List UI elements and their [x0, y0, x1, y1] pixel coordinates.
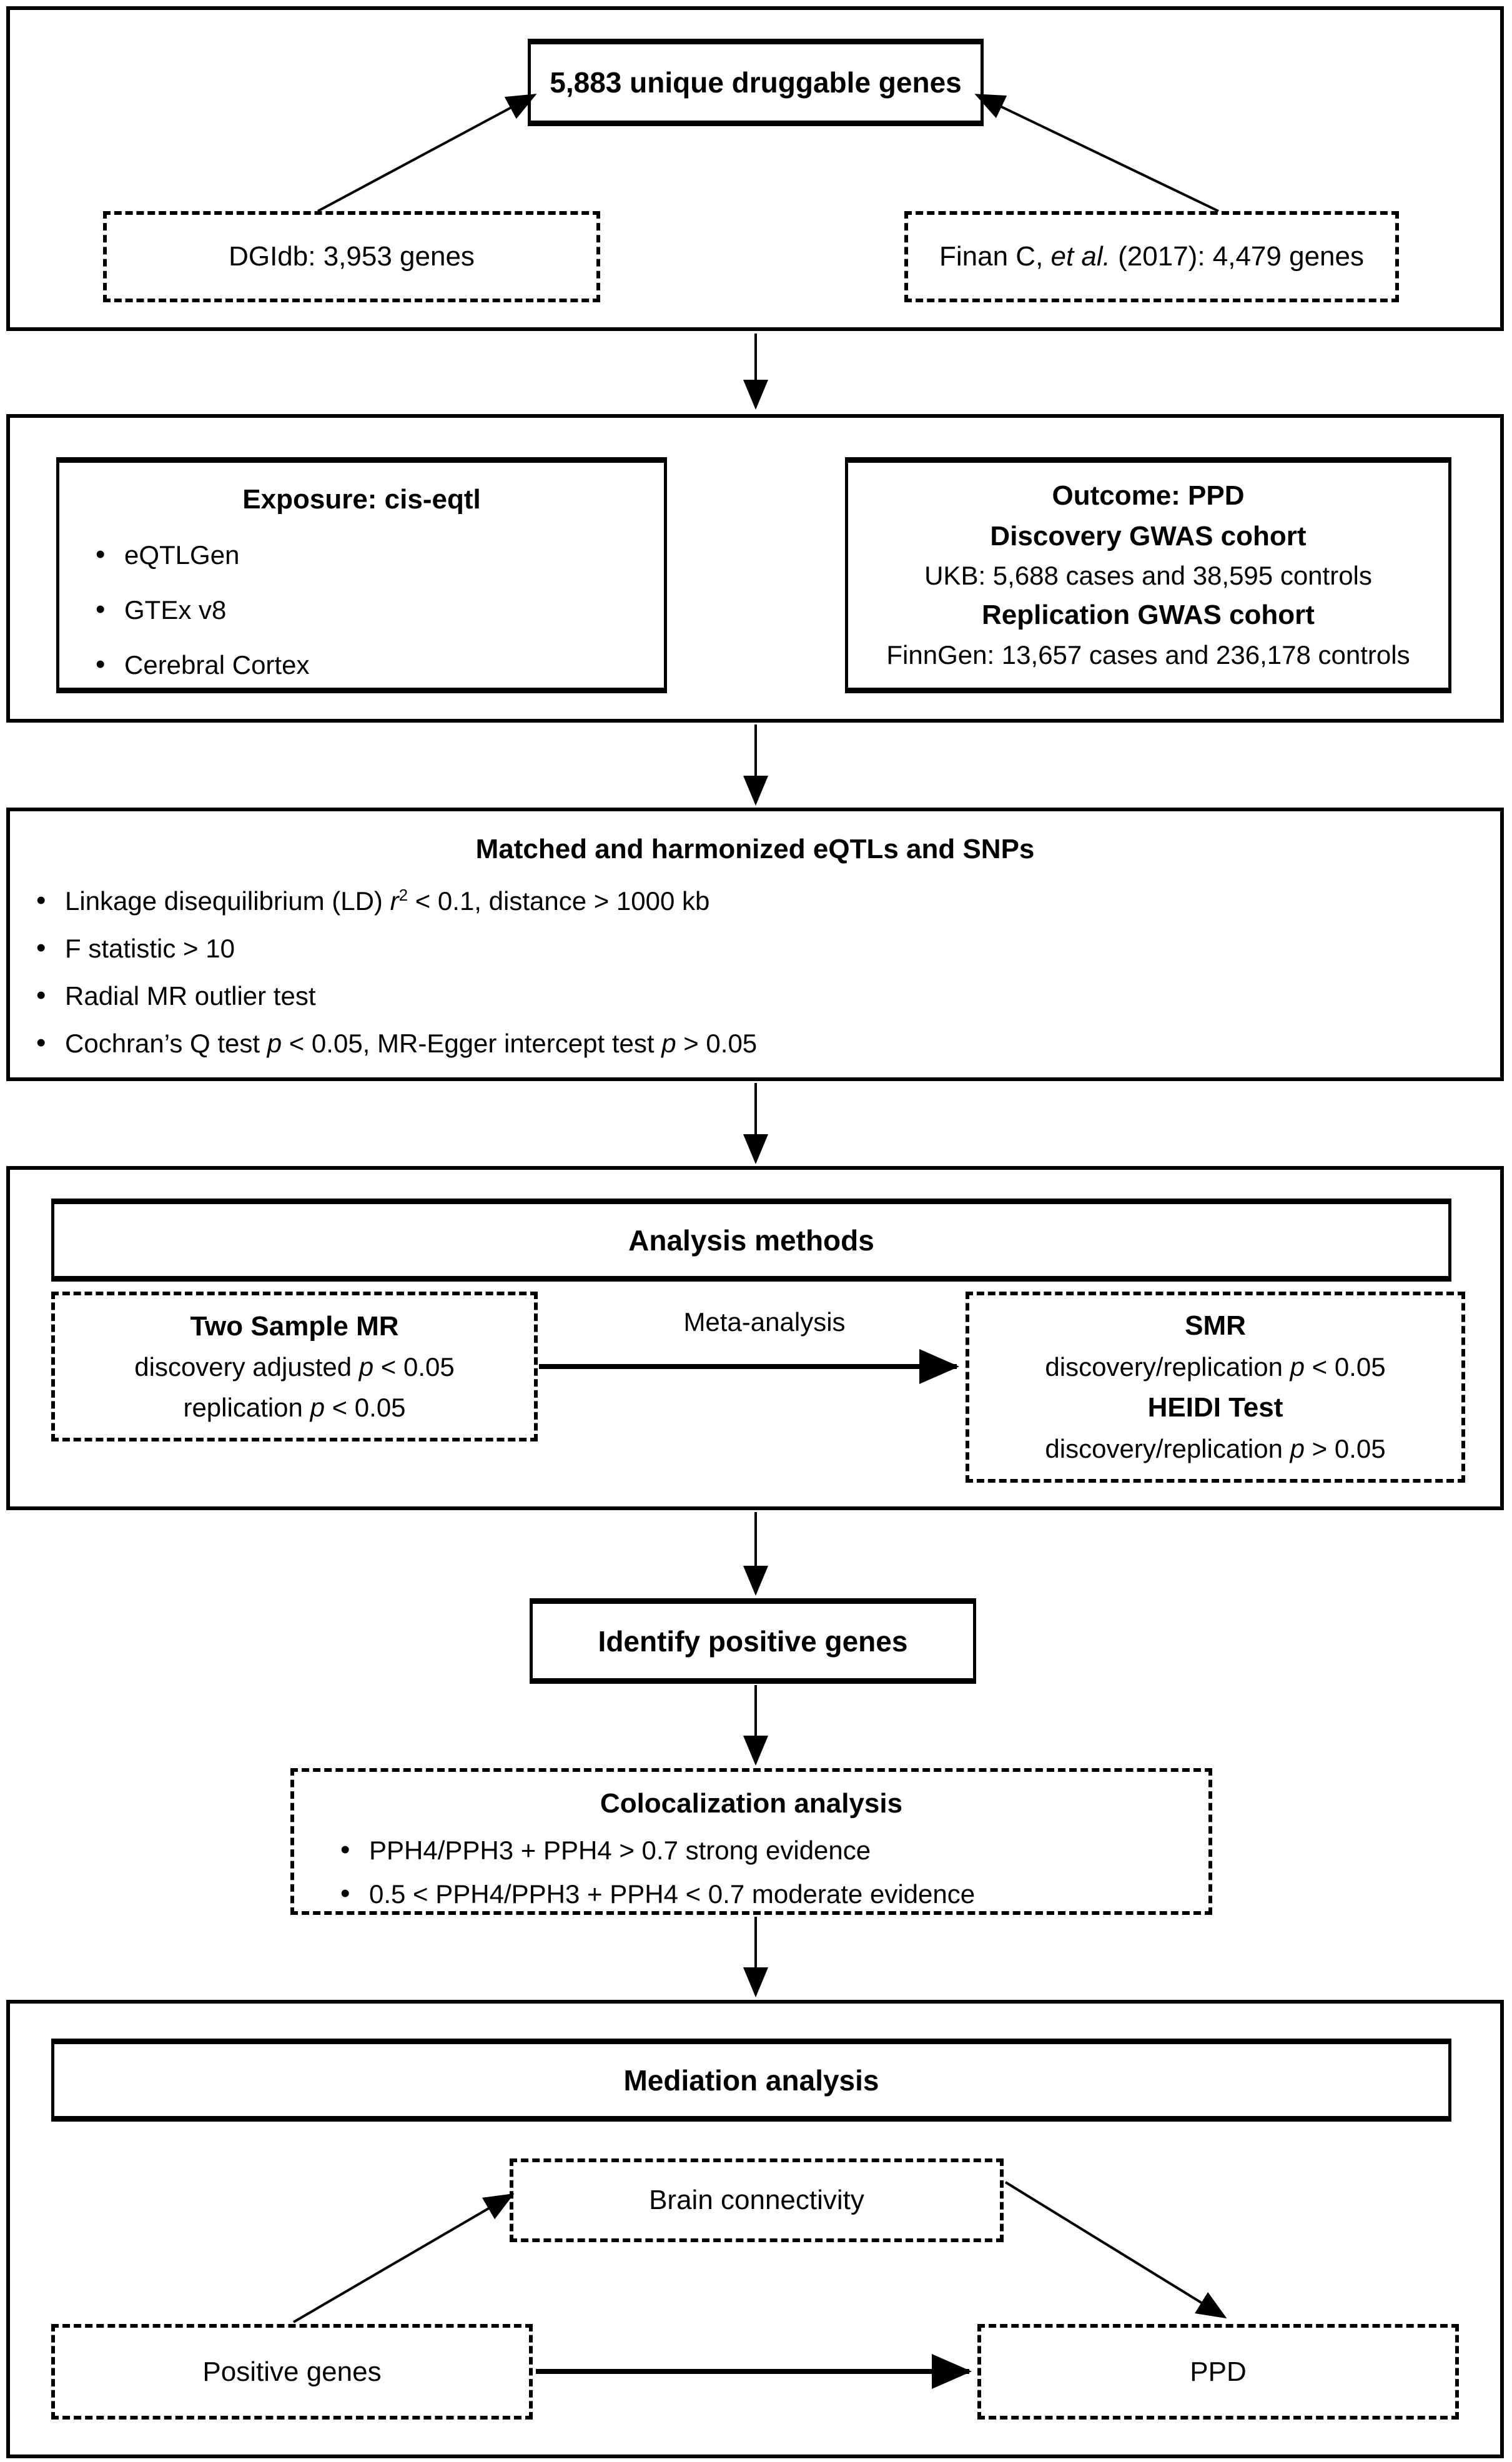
exposure-list: [92, 541, 664, 679]
analysis-methods-title-box: [51, 1199, 1451, 1282]
replication-cohort-heading: Replication GWAS cohort: [982, 600, 1315, 631]
exposure-outcome-section: [6, 414, 1504, 723]
smr-title: SMR: [1185, 1310, 1246, 1342]
exposure-item: • GTEx v8: [92, 596, 664, 624]
two-sample-mr-line1: [134, 1352, 455, 1382]
positive-genes-label: Positive genes: [202, 2356, 382, 2387]
ld-pre: Linkage disequilibrium (LD): [65, 886, 390, 916]
cochran-mid: < 0.05, MR-Egger intercept test: [282, 1029, 662, 1059]
smr-line2: [1045, 1434, 1385, 1464]
tsmr-l1-post: < 0.05: [373, 1352, 455, 1382]
heidi-test-title: HEIDI Test: [1147, 1392, 1283, 1423]
dgidb-box: [103, 211, 600, 302]
smr-l1-p: p: [1290, 1352, 1305, 1382]
brain-connectivity-box: [510, 2158, 1004, 2242]
colocalization-bullet-moderate: • 0.5 < PPH4/PPH3 + PPH4 < 0.7 moderate evidence: [337, 1881, 1190, 1908]
colocalization-list: [337, 1837, 1190, 1908]
two-sample-mr-title: Two Sample MR: [190, 1310, 399, 1342]
tsmr-l2-pre: replication: [183, 1392, 310, 1422]
replication-cohort-detail: FinnGen: 13,657 cases and 236,178 controls: [886, 640, 1410, 670]
analysis-methods-label: Analysis methods: [628, 1224, 874, 1257]
brain-connectivity-label: Brain connectivity: [649, 2185, 864, 2215]
outcome-box: [845, 457, 1451, 693]
smr-l1-post: < 0.05: [1304, 1352, 1386, 1382]
tsmr-l2-post: < 0.05: [324, 1392, 406, 1422]
ld-sup: 2: [398, 886, 408, 904]
harmonized-bullet-cochran: [32, 1030, 1478, 1057]
smr-line1: [1045, 1352, 1385, 1382]
exposure-item: • Cerebral Cortex: [92, 651, 664, 679]
mediation-section: [6, 2000, 1504, 2458]
tsmr-l1-pre: discovery adjusted: [134, 1352, 359, 1382]
finan-label-post: (2017): 4,479 genes: [1110, 241, 1364, 272]
druggable-genes-box: [528, 39, 984, 126]
meta-analysis-label: Meta-analysis: [683, 1307, 846, 1337]
colocalization-title: Colocalization analysis: [600, 1788, 903, 1819]
identify-positive-genes-label: Identify positive genes: [598, 1624, 908, 1658]
identify-positive-genes-box: [530, 1598, 976, 1684]
discovery-cohort-heading: Discovery GWAS cohort: [990, 520, 1307, 551]
cochran-p1: p: [267, 1029, 282, 1059]
harmonized-list: [32, 887, 1478, 1057]
dgidb-label: DGIdb: 3,953 genes: [229, 241, 475, 272]
exposure-box: [56, 457, 667, 693]
analysis-methods-section: [6, 1166, 1504, 1510]
ppd-label: PPD: [1190, 2356, 1247, 2387]
mediation-title-label: Mediation analysis: [623, 2064, 879, 2097]
finan-box: [904, 211, 1399, 302]
druggable-genes-label: 5,883 unique druggable genes: [550, 66, 962, 99]
finan-label-etal: et al.: [1050, 241, 1110, 272]
positive-genes-box: [51, 2324, 533, 2420]
harmonized-section: [6, 808, 1504, 1081]
two-sample-mr-line2: [183, 1393, 405, 1423]
colocalization-bullet-strong: • PPH4/PPH3 + PPH4 > 0.7 strong evidence: [337, 1837, 1190, 1864]
harmonized-bullet-fstat: • F statistic > 10: [32, 935, 1478, 962]
cochran-pre: Cochran’s Q test: [65, 1029, 267, 1059]
ld-r: r: [390, 886, 399, 916]
harmonized-title: Matched and harmonized eQTLs and SNPs: [475, 834, 1035, 864]
exposure-item: • eQTLGen: [92, 541, 664, 569]
exposure-title: Exposure: cis-eqtl: [242, 484, 481, 515]
finan-label: [939, 241, 1364, 272]
smr-l1-pre: discovery/replication: [1045, 1352, 1290, 1382]
smr-l2-p: p: [1290, 1433, 1305, 1463]
harmonized-bullet-radial: • Radial MR outlier test: [32, 982, 1478, 1010]
tsmr-l2-p: p: [310, 1392, 325, 1422]
smr-l2-pre: discovery/replication: [1045, 1433, 1290, 1463]
outcome-title: Outcome: PPD: [1052, 480, 1245, 512]
ppd-box: [977, 2324, 1459, 2420]
druggable-genes-section: [6, 6, 1504, 331]
ld-post: < 0.1, distance > 1000 kb: [408, 886, 710, 916]
cochran-post: > 0.05: [676, 1029, 758, 1059]
smr-box: [966, 1292, 1465, 1483]
tsmr-l1-p: p: [358, 1352, 374, 1382]
smr-l2-post: > 0.05: [1304, 1433, 1386, 1463]
colocalization-box: [290, 1768, 1212, 1915]
cochran-p2: p: [661, 1029, 676, 1059]
two-sample-mr-box: [51, 1292, 538, 1441]
harmonized-bullet-ld: [32, 887, 1478, 915]
discovery-cohort-detail: UKB: 5,688 cases and 38,595 controls: [924, 560, 1372, 590]
finan-label-pre: Finan C,: [939, 241, 1051, 272]
mediation-title-box: [51, 2039, 1451, 2122]
